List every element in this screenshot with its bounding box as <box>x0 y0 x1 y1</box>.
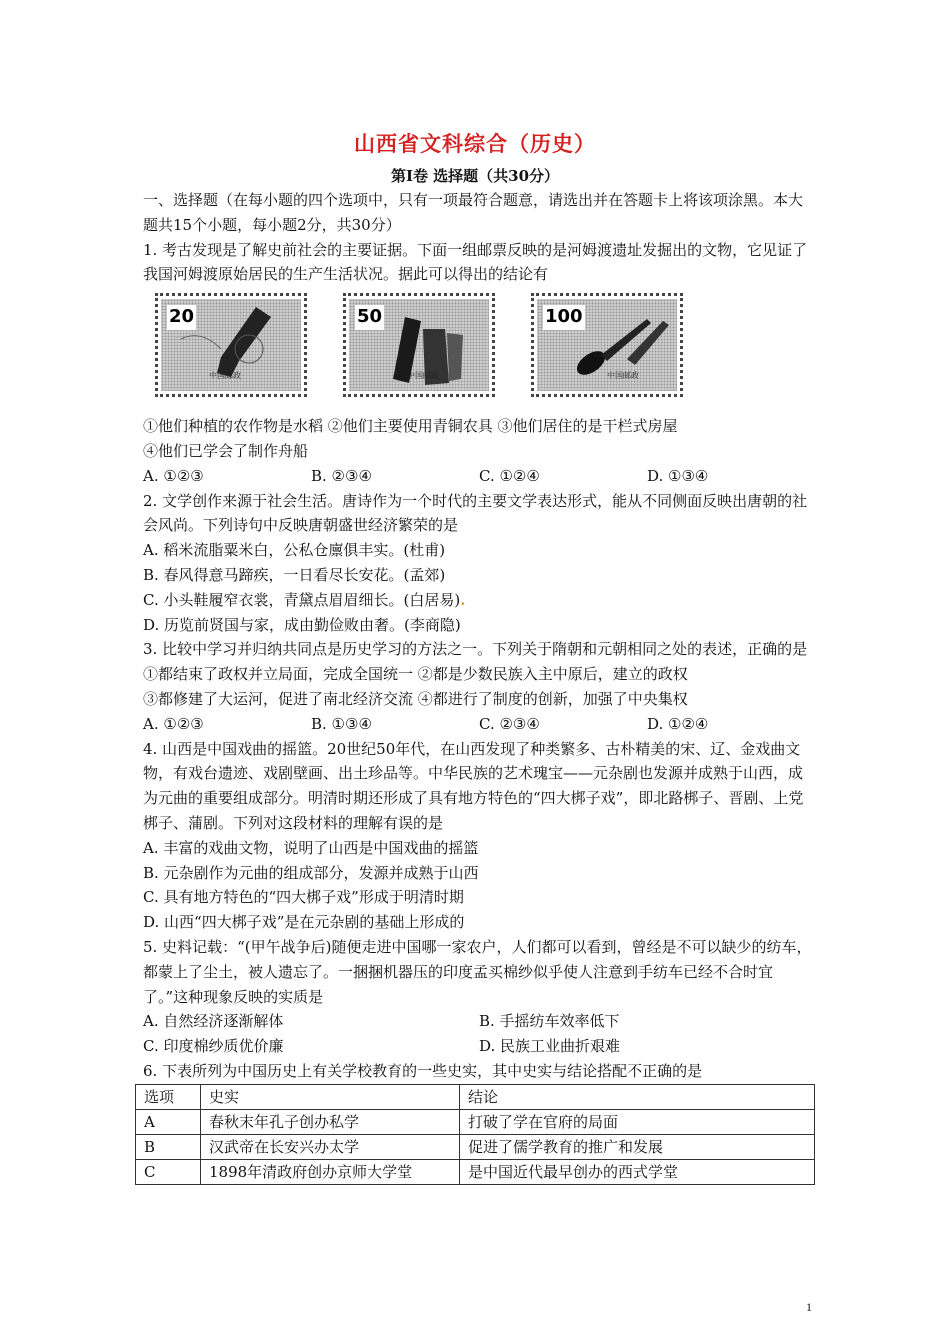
stamp-denomination: 50 <box>355 305 384 330</box>
table-row <box>136 1159 815 1184</box>
option-b: B. 手摇纺车效率低下 <box>479 1012 620 1031</box>
table-cell: 是中国近代最早创办的西式学堂 <box>460 1159 815 1184</box>
stray-mark: . <box>460 590 466 609</box>
option-d: D. ①②④ <box>647 714 709 733</box>
option-d: D. ①③④ <box>647 466 709 485</box>
option-a: A. ①②③ <box>143 714 204 733</box>
q5-options-row2 <box>143 1034 815 1059</box>
table-cell: B <box>136 1134 201 1159</box>
stamp-caption: 中国邮政 <box>209 371 241 381</box>
option-b: B. ②③④ <box>311 466 372 485</box>
table-cell: 促进了儒学教育的推广和发展 <box>460 1134 815 1159</box>
q3-options <box>143 712 815 737</box>
stamp-100 <box>531 293 683 397</box>
table-cell: 汉武帝在长安兴办太学 <box>201 1134 460 1159</box>
document-body <box>143 188 815 1185</box>
q3-statements-1: ①都结束了政权并立局面，完成全国统一 ②都是少数民族入主中原后，建立的政权 <box>143 665 688 684</box>
option-c: C. ②③④ <box>479 714 540 733</box>
document-title: 山西省文科综合（历史） <box>354 131 596 156</box>
stamp-50 <box>343 293 495 397</box>
stamp-caption: 中国邮政 <box>407 371 439 381</box>
table-header: 史实 <box>201 1084 460 1109</box>
option-a: A. ①②③ <box>143 466 204 485</box>
option-d: D. 民族工业曲折艰难 <box>479 1037 621 1056</box>
table-header: 选项 <box>136 1084 201 1109</box>
option-c: C. ①②④ <box>479 466 540 485</box>
q5-options-row1 <box>143 1009 815 1034</box>
page-number: 1 <box>806 1300 812 1314</box>
table-header-row <box>136 1084 815 1109</box>
q3-stem: 3. 比较中学习并归纳共同点是历史学习的方法之一。下列关于隋朝和元朝相同之处的表述，正确的是 <box>143 640 808 659</box>
table-header: 结论 <box>460 1084 815 1109</box>
table-row <box>136 1109 815 1134</box>
q1-statements-2: ④他们已学会了制作舟船 <box>143 441 309 460</box>
option-c: C. 印度棉纱质优价廉 <box>143 1037 284 1056</box>
q2-stem: 2. 文学创作来源于社会生活。唐诗作为一个时代的主要文学表达形式，能从不同侧面反映出唐朝的社会风尚。下列诗句中反映唐朝盛世经济繁荣的是 <box>143 491 808 535</box>
option-d: D. 历览前贤国与家，成由勤俭败由奢。(李商隐) <box>143 615 461 634</box>
section-heading: 第Ⅰ卷 选择题（共30分） <box>390 167 560 185</box>
q1-statements-1: ①他们种植的农作物是水稻 ②他们主要使用青铜农具 ③他们居住的是干栏式房屋 <box>143 417 678 436</box>
option-a: A. 自然经济逐渐解体 <box>143 1012 284 1031</box>
q1-options <box>143 464 815 489</box>
option-d: D. 山西“四大梆子戏”是在元杂剧的基础上形成的 <box>143 913 465 932</box>
stamp-denomination: 100 <box>543 305 585 330</box>
q6-table <box>135 1084 815 1185</box>
table-cell: 1898年清政府创办京师大学堂 <box>201 1159 460 1184</box>
q5-stem: 5. 史料记载：“(甲午战争后)随便走进中国哪一家农户，人们都可以看到，曾经是不可以缺少的纺车，都蒙上了尘土，被人遗忘了。一捆捆机器压的印度孟买棉纱似乎使人注意到手纺车已经不合时宜了。”这种现象反映的实质是 <box>143 937 812 1006</box>
option-b: B. 春风得意马蹄疾，一日看尽长安花。(孟郊) <box>143 565 446 584</box>
q1-stem: 1. 考古发现是了解史前社会的主要证据。下面一组邮票反映的是河姆渡遗址发掘出的文物，它见证了我国河姆渡原始居民的生产生活状况。据此可以得出的结论有 <box>143 240 808 284</box>
q3-statements-2: ③都修建了大运河，促进了南北经济交流 ④都进行了制度的创新，加强了中央集权 <box>143 689 688 708</box>
option-a: A. 稻米流脂粟米白，公私仓廪俱丰实。(杜甫) <box>143 541 446 560</box>
stamp-20 <box>155 293 307 397</box>
stamp-caption: 中国邮政 <box>607 371 639 381</box>
table-cell: 打破了学在官府的局面 <box>460 1109 815 1134</box>
q1-stamp-images <box>155 293 815 406</box>
table-cell: A <box>136 1109 201 1134</box>
option-b: B. ①③④ <box>311 714 372 733</box>
stamp-denomination: 20 <box>167 305 196 330</box>
q4-stem: 4. 山西是中国戏曲的摇篮。20世纪50年代，在山西发现了种类繁多、古朴精美的宋、辽、金戏曲文物，有戏台遗迹、戏剧壁画、出土珍品等。中华民族的艺术瑰宝——元杂剧也发源并成熟于山西，成为元曲的重要组成部分。明清时期还形成了具有地方特色的“四大梆子戏”，即北路梆子、晋剧、上党梆子、蒲剧。下列对这段材料的理解有误的是 <box>143 739 804 832</box>
q6-stem: 6. 下表所列为中国历史上有关学校教育的一些史实，其中史实与结论搭配不正确的是 <box>143 1061 703 1080</box>
option-c-text: C. 小头鞋履窄衣裳，青黛点眉眉细长。(白居易) <box>143 590 461 609</box>
table-cell: C <box>136 1159 201 1184</box>
option-a: A. 丰富的戏曲文物，说明了山西是中国戏曲的摇篮 <box>143 838 479 857</box>
table-row <box>136 1134 815 1159</box>
instructions: 一、选择题（在每小题的四个选项中，只有一项最符合题意，请选出并在答题卡上将该项涂黑。本大题共15个小题，每小题2分，共30分） <box>143 191 804 234</box>
option-c <box>143 588 815 613</box>
option-c: C. 具有地方特色的“四大梆子戏”形成于明清时期 <box>143 888 464 907</box>
table-cell: 春秋末年孔子创办私学 <box>201 1109 460 1134</box>
option-b: B. 元杂剧作为元曲的组成部分，发源并成熟于山西 <box>143 863 479 882</box>
